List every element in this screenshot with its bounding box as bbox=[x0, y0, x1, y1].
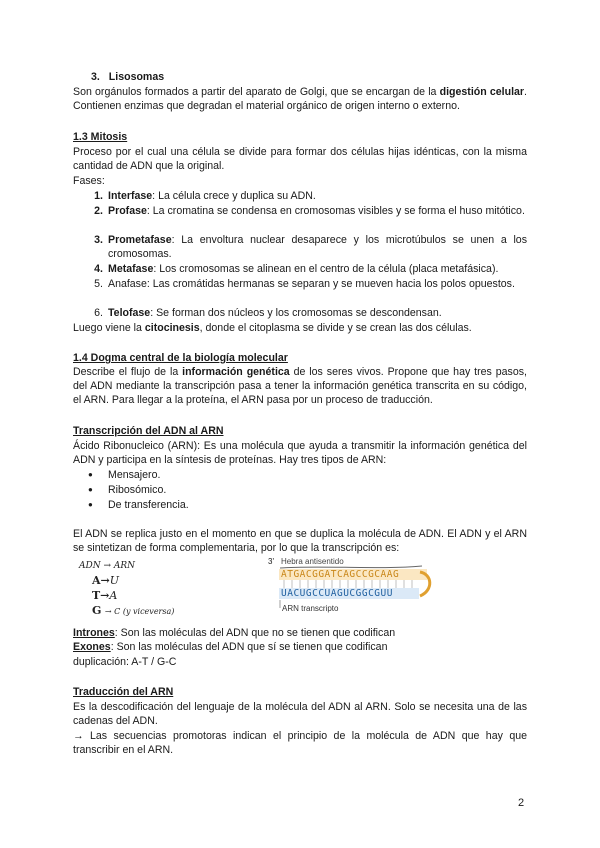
dogma-paragraph: Describe el flujo de la información genética de los seres vivos. Propone que hay tres pasos, del ADN mediante la transcripción pasa a tener la información genética transcrita en su código, el ARN. Para llegar a la proteína, el ARN pasa por un proceso de traducción. bbox=[73, 366, 527, 407]
list-number: 3. bbox=[91, 71, 100, 83]
list-number: 1. bbox=[94, 190, 103, 202]
page-number: 2 bbox=[518, 797, 525, 809]
rna-sequence: UACUGCCUAGUCGGCGUU bbox=[281, 588, 393, 599]
dna-sequence: ATGACGGATCAGCCGCAAG bbox=[281, 569, 400, 580]
section-title: Lisosomas bbox=[108, 71, 165, 83]
bold-term: información genética bbox=[182, 366, 290, 378]
list-number: 5. bbox=[94, 278, 103, 290]
intrones-line: Intrones: Son las moléculas del ADN que no se tienen que codifican bbox=[73, 627, 396, 639]
traduccion-heading: Traducción del ARN bbox=[73, 686, 174, 698]
promotoras-paragraph: → Las secuencias promotoras indican el principio de la molécula de ADN que hay que transcribir en el ARN. bbox=[73, 730, 527, 757]
fases-label: Fases: bbox=[73, 175, 105, 187]
exones-line: Exones: Son las moléculas del ADN que sí se tienen que codifican bbox=[73, 641, 388, 653]
citocinesis-paragraph: Luego viene la citocinesis, donde el citoplasma se divide y se crean las dos células. bbox=[73, 322, 472, 334]
dogma-heading: 1.4 Dogma central de la biología molecular bbox=[73, 352, 288, 364]
list-item: Ribosómico. bbox=[108, 484, 167, 496]
hand-line: G → C (y viceversa) bbox=[92, 604, 175, 617]
bullet-icon: ● bbox=[88, 485, 93, 494]
list-number: 2. bbox=[94, 205, 103, 217]
list-item: Telofase: Se forman dos núcleos y los cromosomas se descondensan. bbox=[108, 307, 442, 319]
hand-line: ADN → ARN bbox=[79, 561, 136, 571]
arn-intro: Ácido Ribonucleico (ARN): Es una molécula que ayuda a transmitir la información genética del ADN y participa en la síntesis de proteínas. Hay tres tipos de ARN: bbox=[73, 440, 527, 467]
mitosis-intro: Proceso por el cual una célula se divide para formar dos células hijas idénticas, con la misma cantidad de ADN que la original. bbox=[73, 146, 527, 173]
list-item: Interfase: La célula crece y duplica su ADN. bbox=[108, 190, 316, 202]
list-item: Anafase: Las cromátidas hermanas se separan y se mueven hacia los polos opuestos. bbox=[108, 278, 515, 290]
strand-label: Hebra antisentido bbox=[281, 557, 344, 566]
bold-term: digestión celular bbox=[439, 86, 525, 98]
list-item: Mensajero. bbox=[108, 469, 161, 481]
bullet-icon: ● bbox=[88, 500, 93, 509]
list-item: De transferencia. bbox=[108, 499, 189, 511]
transcription-figure bbox=[260, 556, 438, 618]
prime-label: 3' bbox=[268, 557, 274, 566]
lisosomas-paragraph: Son orgánulos formados a partir del aparato de Golgi, que se encargan de la digestión celular. Contienen enzimas que degradan el material orgánico de origen interno o externo. bbox=[73, 86, 527, 113]
traduccion-paragraph: Es la descodificación del lenguaje de la molécula del ADN al ARN. Solo se necesita una de las cadenas del ADN. bbox=[73, 701, 527, 728]
hand-line: A→U bbox=[92, 574, 120, 587]
hand-line: T→A bbox=[92, 589, 118, 602]
duplicacion-line: duplicación: A-T / G-C bbox=[73, 656, 177, 668]
bullet-icon: ● bbox=[88, 470, 93, 479]
mitosis-heading: 1.3 Mitosis bbox=[73, 131, 128, 143]
rna-label: ARN transcripto bbox=[282, 604, 339, 613]
list-number: 4. bbox=[94, 263, 103, 275]
list-item: Profase: La cromatina se condensa en cromosomas visibles y se forma el huso mitótico. bbox=[108, 205, 525, 217]
list-item: Metafase: Los cromosomas se alinean en el centro de la célula (placa metafásica). bbox=[108, 263, 499, 275]
list-item: Prometafase: La envoltura nuclear desaparece y los microtúbulos se unen a los cromosomas. bbox=[108, 234, 527, 261]
list-number: 6. bbox=[94, 307, 103, 319]
transcripcion-heading: Transcripción del ADN al ARN bbox=[73, 425, 224, 437]
replica-paragraph: El ADN se replica justo en el momento en que se duplica la molécula de ADN. El ADN y el ARN se sintetizan de forma complementaria, por lo que la transcripción es: bbox=[73, 528, 527, 555]
list-number: 3. bbox=[94, 234, 103, 246]
lisosomas-heading bbox=[91, 70, 164, 84]
bold-term: citocinesis bbox=[144, 322, 200, 334]
